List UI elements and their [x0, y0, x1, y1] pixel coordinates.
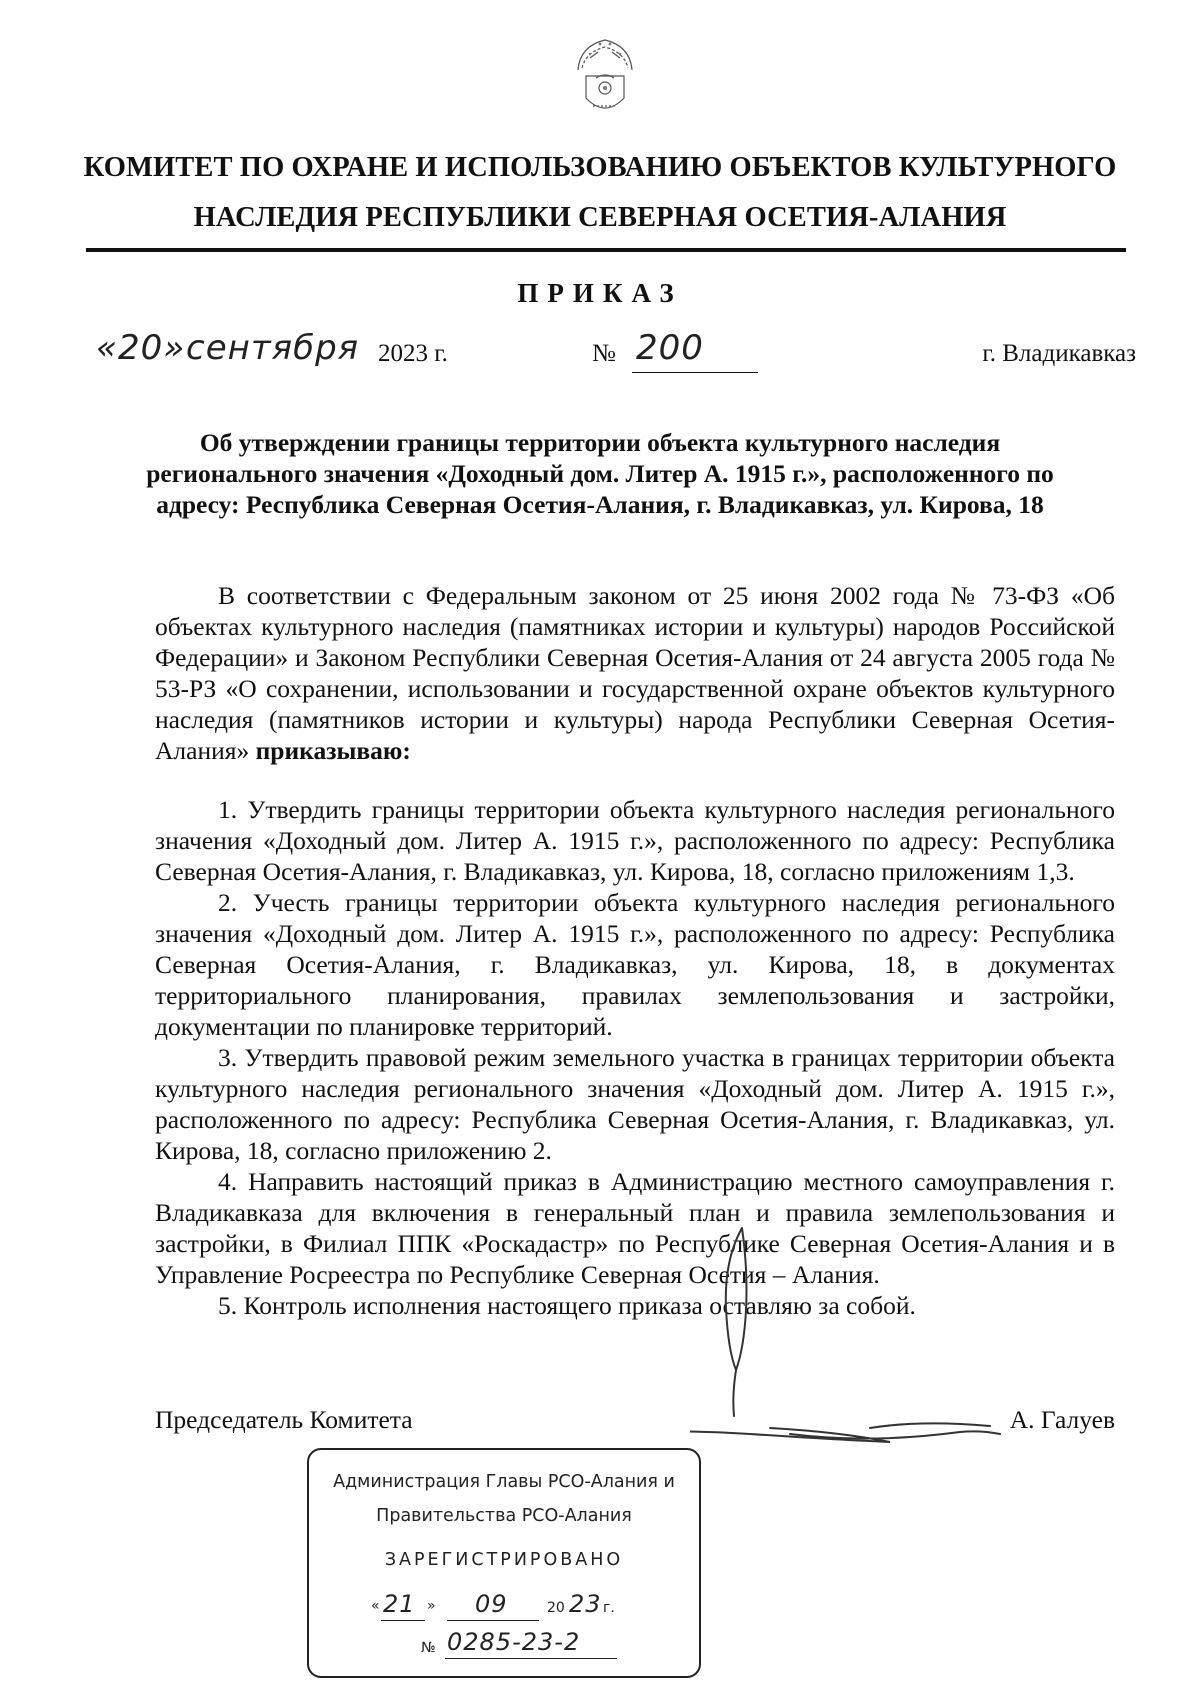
order-subject: Об утверждении границы территории объекта культурного наследия регионального значения «Доходный дом. Литер А. 1915 г.», расположенного по адресу: Республика Северная Осетия-Алания, г. Владикавказ, ул. Кирова, 18	[146, 428, 1054, 519]
stamp-reg-day: 21	[383, 1590, 416, 1618]
stamp-reg-month: 09	[475, 1590, 508, 1618]
stamp-reg-year-suffix: г.	[603, 1600, 615, 1616]
stamp-reg-number: 0285-23-2	[447, 1628, 581, 1656]
signer-title: Председатель Комитета	[155, 1405, 413, 1434]
order-date-day: «20»	[96, 328, 186, 368]
order-item: 2. Учесть границы территории объекта культурного наследия регионального значения «Доходный дом. Литер А. 1915 г.», расположенного по адресу: Республика Северная Осетия-Алания, г. Владикавказ, ул. Кирова, 18, в документах территориального планирования, правилах землепользования и застройки, документации по планировке территорий.	[155, 888, 1115, 1041]
order-item: 3. Утвердить правовой режим земельного участка в границах территории объекта культурного наследия регионального значения «Доходный дом. Литер А. 1915 г.», расположенного по адресу: Республика Северная Осетия-Алания, г. Владикавказ, ул. Кирова, 18, согласно приложению 2.	[155, 1043, 1115, 1165]
coat-of-arms-icon	[560, 28, 650, 128]
order-date-month: сентября	[186, 328, 360, 368]
document-type: ПРИКАЗ	[517, 278, 683, 308]
header-divider	[86, 248, 1126, 252]
stamp-authority-line2: Правительства РСО-Алания	[376, 1506, 632, 1526]
intro-text: В соответствии с Федеральным законом от 25 июня 2002 года № 73-ФЗ «Об объектах культурного наследия (памятниках истории и культуры) народов Российской Федерации» и Законом Республики Северная Осетия-Алания от 24 августа 2005 года № 53-РЗ «О сохранении, использовании и государственной охране объектов культурного наследия (памятников истории и культуры) народа Республики Северная Осетия-Алания»	[155, 581, 1115, 765]
signature-block	[155, 1405, 1115, 1441]
order-item: 5. Контроль исполнения настоящего приказа оставляю за собой.	[218, 1291, 916, 1320]
registration-stamp	[307, 1448, 701, 1678]
order-number: 200	[636, 328, 704, 368]
intro-paragraph	[155, 580, 1115, 766]
intro-emphasis: приказываю:	[255, 736, 411, 765]
stamp-registration-date: « 21 » 09 20 23 г.	[371, 1590, 631, 1626]
order-item: 4. Направить настоящий приказ в Администрацию местного самоуправления г. Владикавказа для включения в генеральный план и правила землепользования и застройки, в Филиал ППК «Роскадастр» по Республике Северная Осетия-Алания и в Управление Росреестра по Республике Северная Осетия – Алания.	[155, 1167, 1115, 1289]
order-item: 1. Утвердить границы территории объекта культурного наследия регионального значения «Доходный дом. Литер А. 1915 г.», расположенного по адресу: Республика Северная Осетия-Алания, г. Владикавказ, ул. Кирова, 18, согласно приложениям 1,3.	[155, 795, 1115, 886]
stamp-reg-year-prefix: 20	[547, 1600, 565, 1616]
order-date-year: 2023 г.	[378, 340, 448, 367]
order-number-underline	[632, 372, 758, 373]
order-number-sign: №	[592, 340, 616, 367]
stamp-authority-line1: Администрация Главы РСО-Алания и	[333, 1472, 675, 1492]
signer-name: А. Галуев	[1009, 1405, 1115, 1434]
order-city: г. Владикавказ	[982, 340, 1136, 367]
stamp-registration-number	[421, 1628, 661, 1664]
stamp-reg-number-sign: №	[421, 1640, 436, 1656]
stamp-registered-label: ЗАРЕГИСТРИРОВАНО	[384, 1550, 624, 1570]
stamp-reg-year: 23	[569, 1590, 602, 1618]
dateline	[96, 328, 1136, 390]
organization-name: КОМИТЕТ ПО ОХРАНЕ И ИСПОЛЬЗОВАНИЮ ОБЪЕКТОВ КУЛЬТУРНОГО НАСЛЕДИЯ РЕСПУБЛИКИ СЕВЕРНАЯ ОСЕТИЯ-АЛАНИЯ	[83, 152, 1117, 233]
